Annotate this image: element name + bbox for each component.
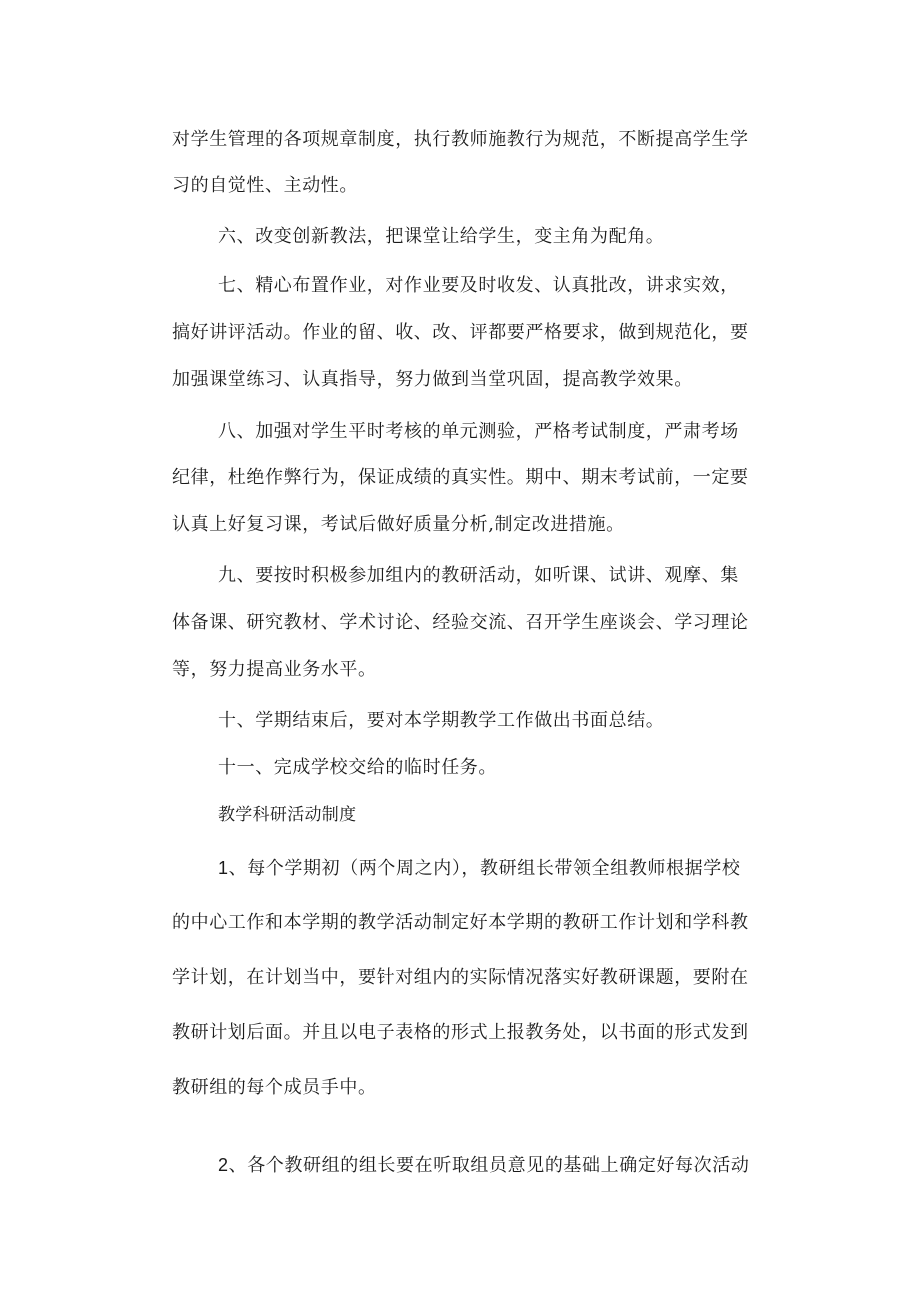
paragraph-5-line-3: 等，努力提高业务水平。 bbox=[172, 659, 377, 680]
paragraph-3-line-3: 加强课堂练习、认真指导，努力做到当堂巩固，提高教学效果。 bbox=[172, 369, 693, 390]
paragraph-8-line-5: 教研组的每个成员手中。 bbox=[172, 1077, 377, 1098]
section-heading: 教学科研活动制度 bbox=[218, 805, 357, 825]
paragraph-4-line-2: 纪律，杜绝作弊行为，保证成绩的真实性。期中、期末考试前，一定要 bbox=[172, 467, 749, 488]
paragraph-8-line-1 bbox=[218, 856, 740, 881]
paragraph-5-line-2: 体备课、研究教材、学术讨论、经验交流、召开学生座谈会、学习理论 bbox=[172, 612, 749, 633]
paragraph-5-line-1: 九、要按时积极参加组内的教研活动，如听课、试讲、观摩、集 bbox=[218, 565, 739, 586]
paragraph-3-line-2: 搞好讲评活动。作业的留、收、改、评都要严格要求，做到规范化，要 bbox=[172, 322, 749, 343]
paragraph-8-line-4: 教研计划后面。并且以电子表格的形式上报教务处，以书面的形式发到 bbox=[172, 1022, 749, 1043]
paragraph-1-line-2: 习的自觉性、主动性。 bbox=[172, 175, 358, 196]
paragraph-8-line-1-text: 、每个学期初（两个周之内），教研组长带领全组教师根据学校 bbox=[228, 858, 741, 879]
paragraph-3-line-1: 七、精心布置作业，对作业要及时收发、认真批改，讲求实效， bbox=[218, 275, 739, 296]
paragraph-4-line-1: 八、加强对学生平时考核的单元测验，严格考试制度，严肃考场 bbox=[218, 421, 739, 442]
paragraph-7-line-1: 十一、完成学校交给的临时任务。 bbox=[218, 757, 497, 778]
paragraph-8-line-3: 学计划，在计划当中，要针对组内的实际情况落实好教研课题，要附在 bbox=[172, 967, 749, 988]
paragraph-4-line-3: 认真上好复习课，考试后做好质量分析,制定改进措施。 bbox=[172, 514, 625, 535]
paragraph-9-line-1 bbox=[218, 1153, 749, 1178]
paragraph-2-line-1: 六、改变创新教法，把课堂让给学生，变主角为配角。 bbox=[218, 226, 665, 247]
paragraph-8-number: 1 bbox=[218, 858, 229, 878]
paragraph-1-line-1: 对学生管理的各项规章制度，执行教师施教行为规范，不断提高学生学 bbox=[172, 129, 749, 150]
paragraph-9-number: 2 bbox=[218, 1155, 229, 1175]
paragraph-8-line-2: 的中心工作和本学期的教学活动制定好本学期的教研工作计划和学科教 bbox=[172, 912, 749, 933]
paragraph-6-line-1: 十、学期结束后，要对本学期教学工作做出书面总结。 bbox=[218, 710, 665, 731]
paragraph-9-line-1-text: 、各个教研组的组长要在听取组员意见的基础上确定好每次活动 bbox=[228, 1155, 750, 1176]
